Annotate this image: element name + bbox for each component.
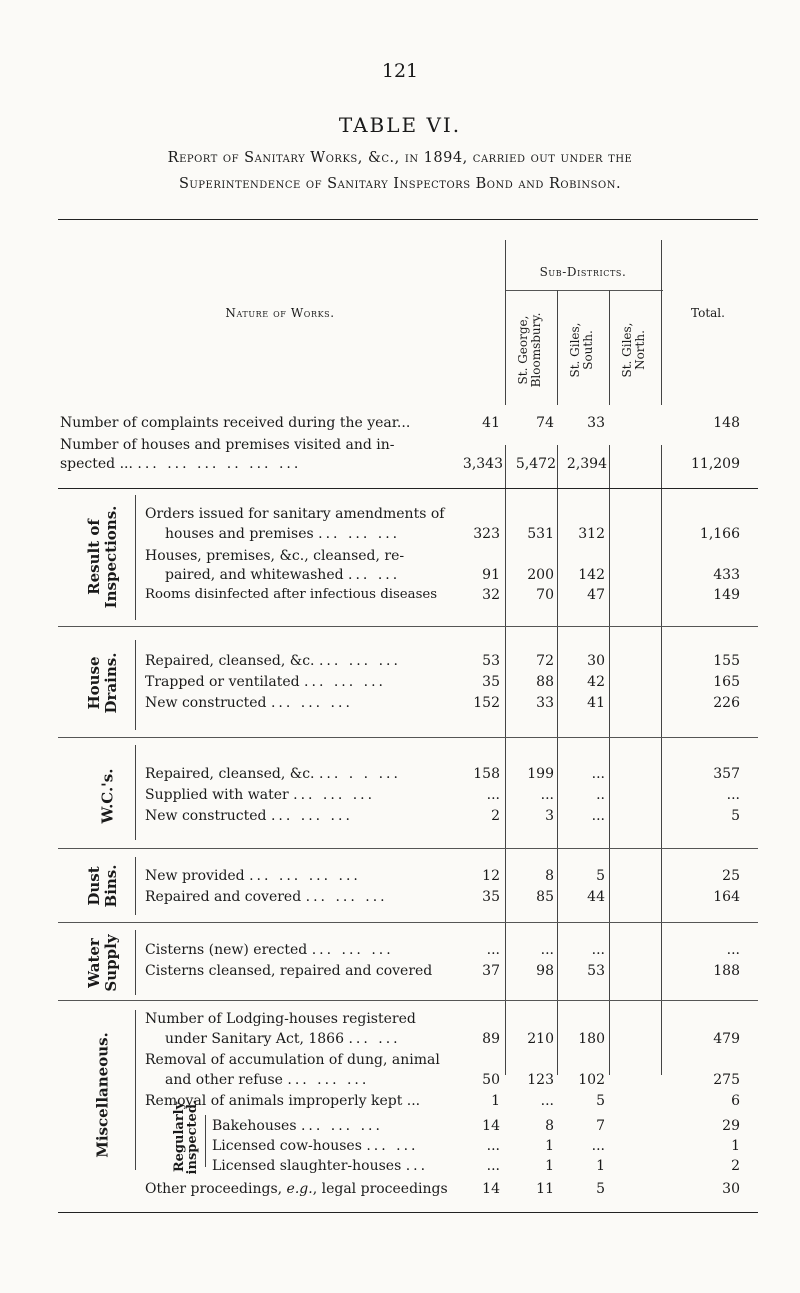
wc-supplied-total: ... bbox=[726, 787, 740, 803]
dust-new-st-giles-north: 5 bbox=[596, 868, 605, 884]
group-rule-dust bbox=[135, 857, 136, 915]
group-wcs: W.C.'s. bbox=[98, 768, 117, 824]
col-st-giles-north-header: St. Giles, North. bbox=[620, 322, 647, 378]
cleansed-st-giles-north: 142 bbox=[578, 567, 605, 583]
cisterns-cleansed-st-giles-north: 53 bbox=[587, 963, 605, 979]
dust-repaired-st-george: 35 bbox=[482, 889, 500, 905]
dust-repaired-total: 164 bbox=[713, 889, 740, 905]
complaints-label: Number of complaints received during the year... bbox=[60, 415, 411, 431]
drains-repaired-st-george: 53 bbox=[482, 653, 500, 669]
rooms-st-giles-south: 70 bbox=[536, 587, 554, 603]
cleansed-label-a: Houses, premises, &c., cleansed, re- bbox=[145, 548, 405, 564]
cisterns-cleansed-st-george: 37 bbox=[482, 963, 500, 979]
dust-new-st-giles-south: 8 bbox=[545, 868, 554, 884]
cisterns-new-total: ... bbox=[726, 942, 740, 958]
complaints-st-giles-south: 74 bbox=[536, 415, 554, 431]
col-rule-1 bbox=[505, 240, 506, 405]
drains-new-st-giles-south: 33 bbox=[536, 695, 554, 711]
houses-visited-total: 11,209 bbox=[691, 456, 740, 472]
drains-new-st-giles-north: 41 bbox=[587, 695, 605, 711]
drains-repaired-st-giles-north: 30 bbox=[587, 653, 605, 669]
cleansed-total: 433 bbox=[713, 567, 740, 583]
group-rule-result bbox=[135, 495, 136, 620]
cow-houses-st-giles-south: 1 bbox=[545, 1138, 554, 1154]
table-bottom-rule bbox=[58, 1212, 758, 1213]
rule-5 bbox=[58, 922, 758, 923]
wc-supplied-label: Supplied with water ... ... ... bbox=[145, 787, 376, 803]
cisterns-cleansed-label: Cisterns cleansed, repaired and covered bbox=[145, 963, 433, 979]
group-rule-drains bbox=[135, 640, 136, 730]
dust-new-st-george: 12 bbox=[482, 868, 500, 884]
wc-repaired-st-giles-south: 199 bbox=[527, 766, 554, 782]
wc-new-st-giles-north: ... bbox=[591, 808, 605, 824]
other-proceedings-total: 30 bbox=[722, 1181, 740, 1197]
regularly-inspected-bracket bbox=[205, 1115, 206, 1167]
orders-total: 1,166 bbox=[699, 526, 740, 542]
slaughter-houses-total: 2 bbox=[731, 1158, 740, 1174]
lodging-label-a: Number of Lodging-houses registered bbox=[145, 1011, 416, 1027]
lodging-total: 479 bbox=[713, 1031, 740, 1047]
orders-label-b: houses and premises ... ... ... bbox=[165, 526, 401, 542]
cisterns-new-st-giles-north: ... bbox=[591, 942, 605, 958]
houses-visited-st-george: 3,343 bbox=[462, 456, 503, 472]
orders-st-giles-south: 531 bbox=[527, 526, 554, 542]
col-rule-2 bbox=[557, 290, 558, 405]
subtitle-line-2: Superintendence of Sanitary Inspectors Bond and Robinson. bbox=[178, 176, 622, 192]
complaints-st-giles-north: 33 bbox=[587, 415, 605, 431]
orders-label-a: Orders issued for sanitary amendments of bbox=[145, 506, 445, 522]
cisterns-cleansed-st-giles-south: 98 bbox=[536, 963, 554, 979]
drains-trapped-st-george: 35 bbox=[482, 674, 500, 690]
houses-visited-st-giles-north: 2,394 bbox=[566, 456, 607, 472]
drains-new-label: New constructed ... ... ... bbox=[145, 695, 353, 711]
dust-repaired-label: Repaired and covered ... ... ... bbox=[145, 889, 388, 905]
bakehouses-st-giles-south: 8 bbox=[545, 1118, 554, 1134]
dust-new-total: 25 bbox=[722, 868, 740, 884]
drains-trapped-label: Trapped or ventilated ... ... ... bbox=[145, 674, 386, 690]
other-proceedings-st-giles-north: 5 bbox=[596, 1181, 605, 1197]
rooms-st-george: 32 bbox=[482, 587, 500, 603]
col-rule-3 bbox=[609, 290, 610, 405]
col-rule-4 bbox=[661, 240, 662, 405]
slaughter-houses-st-giles-south: 1 bbox=[545, 1158, 554, 1174]
dust-repaired-st-giles-south: 85 bbox=[536, 889, 554, 905]
lodging-st-george: 89 bbox=[482, 1031, 500, 1047]
page-number: 121 bbox=[381, 60, 419, 82]
houses-visited-st-giles-south: 5,472 bbox=[515, 456, 556, 472]
drains-new-total: 226 bbox=[713, 695, 740, 711]
sub-districts-rule bbox=[505, 290, 663, 291]
other-proceedings-label: Other proceedings, e.g., legal proceedings bbox=[145, 1181, 448, 1197]
slaughter-houses-st-george: ... bbox=[486, 1158, 500, 1174]
cow-houses-total: 1 bbox=[731, 1138, 740, 1154]
rule-2 bbox=[58, 626, 758, 627]
group-rule-misc bbox=[135, 1010, 136, 1170]
bakehouses-st-george: 14 bbox=[482, 1118, 500, 1134]
cisterns-new-label: Cisterns (new) erected ... ... ... bbox=[145, 942, 394, 958]
cow-houses-label: Licensed cow-houses ... ... bbox=[212, 1138, 419, 1154]
wc-supplied-st-giles-south: ... bbox=[540, 787, 554, 803]
rule-3 bbox=[58, 737, 758, 738]
rooms-total: 149 bbox=[713, 587, 740, 603]
group-rule-wc bbox=[135, 745, 136, 840]
drains-trapped-st-giles-north: 42 bbox=[587, 674, 605, 690]
sub-districts-header: Sub-Districts. bbox=[539, 265, 627, 279]
slaughter-houses-st-giles-north: 1 bbox=[596, 1158, 605, 1174]
total-header: Total. bbox=[691, 306, 725, 320]
bakehouses-label: Bakehouses ... ... ... bbox=[212, 1118, 383, 1134]
cleansed-st-george: 91 bbox=[482, 567, 500, 583]
wc-repaired-total: 357 bbox=[713, 766, 740, 782]
removal-animals-st-giles-north: 5 bbox=[596, 1093, 605, 1109]
nature-of-works-header: Nature of Works. bbox=[225, 306, 335, 320]
wc-repaired-label: Repaired, cleansed, &c. ... . . ... bbox=[145, 766, 401, 782]
rule-6 bbox=[58, 1000, 758, 1001]
cow-houses-st-giles-north: ... bbox=[591, 1138, 605, 1154]
wc-repaired-st-giles-north: ... bbox=[591, 766, 605, 782]
drains-repaired-st-giles-south: 72 bbox=[536, 653, 554, 669]
lodging-st-giles-south: 210 bbox=[527, 1031, 554, 1047]
wc-new-total: 5 bbox=[731, 808, 740, 824]
group-rule-water bbox=[135, 930, 136, 995]
rooms-disinfected-label: Rooms disinfected after infectious diseases bbox=[145, 587, 438, 602]
removal-dung-label-a: Removal of accumulation of dung, animal bbox=[145, 1052, 440, 1068]
removal-dung-st-giles-south: 123 bbox=[527, 1072, 554, 1088]
drains-repaired-label: Repaired, cleansed, &c. ... ... ... bbox=[145, 653, 401, 669]
removal-animals-total: 6 bbox=[731, 1093, 740, 1109]
group-house-drains: House Drains. bbox=[85, 652, 120, 714]
rooms-st-giles-north: 47 bbox=[587, 587, 605, 603]
cisterns-cleansed-total: 188 bbox=[713, 963, 740, 979]
orders-st-george: 323 bbox=[473, 526, 500, 542]
complaints-st-george: 41 bbox=[482, 415, 500, 431]
col-st-giles-south-header: St. Giles, South. bbox=[568, 322, 595, 378]
removal-animals-st-george: 1 bbox=[491, 1093, 500, 1109]
cisterns-new-st-giles-south: ... bbox=[540, 942, 554, 958]
cleansed-st-giles-south: 200 bbox=[527, 567, 554, 583]
removal-dung-st-giles-north: 102 bbox=[578, 1072, 605, 1088]
lodging-label-b: under Sanitary Act, 1866 ... ... bbox=[165, 1031, 401, 1047]
dust-new-label: New provided ... ... ... ... bbox=[145, 868, 361, 884]
wc-supplied-st-giles-north: .. bbox=[596, 787, 605, 803]
cisterns-new-st-george: ... bbox=[486, 942, 500, 958]
wc-new-label: New constructed ... ... ... bbox=[145, 808, 353, 824]
table-top-rule bbox=[58, 219, 758, 220]
group-dust-bins: Dust Bins. bbox=[85, 864, 120, 908]
subtitle-line-1: Report of Sanitary Works, &c., in 1894, carried out under the bbox=[167, 150, 633, 166]
drains-trapped-st-giles-south: 88 bbox=[536, 674, 554, 690]
wc-supplied-st-george: ... bbox=[486, 787, 500, 803]
col-st-george-header: St. George, Bloomsbury. bbox=[516, 312, 543, 388]
houses-visited-label-b: spected ... ... ... ... .. ... ... bbox=[60, 456, 302, 472]
houses-visited-label-a: Number of houses and premises visited and in- bbox=[60, 437, 395, 453]
other-proceedings-st-george: 14 bbox=[482, 1181, 500, 1197]
orders-st-giles-north: 312 bbox=[578, 526, 605, 542]
complaints-total: 148 bbox=[713, 415, 740, 431]
dust-repaired-st-giles-north: 44 bbox=[587, 889, 605, 905]
drains-repaired-total: 155 bbox=[713, 653, 740, 669]
group-miscellaneous: Miscellaneous. bbox=[93, 1032, 112, 1158]
other-proceedings-st-giles-south: 11 bbox=[536, 1181, 554, 1197]
group-result-of-inspections: Result of Inspections. bbox=[85, 505, 120, 609]
table-title: TABLE VI. bbox=[338, 113, 462, 137]
removal-dung-st-george: 50 bbox=[482, 1072, 500, 1088]
removal-animals-st-giles-south: ... bbox=[540, 1093, 554, 1109]
regularly-inspected-label: Regularly inspected. bbox=[172, 1099, 200, 1175]
lodging-st-giles-north: 180 bbox=[578, 1031, 605, 1047]
wc-new-st-george: 2 bbox=[491, 808, 500, 824]
slaughter-houses-label: Licensed slaughter-houses ... bbox=[212, 1158, 429, 1174]
removal-animals-label: Removal of animals improperly kept ... bbox=[145, 1093, 421, 1109]
group-water-supply: Water Supply bbox=[85, 934, 120, 992]
body-col-rule-3 bbox=[609, 445, 610, 1075]
cleansed-label-b: paired, and whitewashed ... ... bbox=[165, 567, 401, 583]
bakehouses-st-giles-north: 7 bbox=[596, 1118, 605, 1134]
rule-1 bbox=[58, 488, 758, 489]
bakehouses-total: 29 bbox=[722, 1118, 740, 1134]
drains-new-st-george: 152 bbox=[473, 695, 500, 711]
cow-houses-st-george: ... bbox=[486, 1138, 500, 1154]
rule-4 bbox=[58, 848, 758, 849]
drains-trapped-total: 165 bbox=[713, 674, 740, 690]
wc-repaired-st-george: 158 bbox=[473, 766, 500, 782]
removal-dung-label-b: and other refuse ... ... ... bbox=[165, 1072, 370, 1088]
wc-new-st-giles-south: 3 bbox=[545, 808, 554, 824]
removal-dung-total: 275 bbox=[713, 1072, 740, 1088]
